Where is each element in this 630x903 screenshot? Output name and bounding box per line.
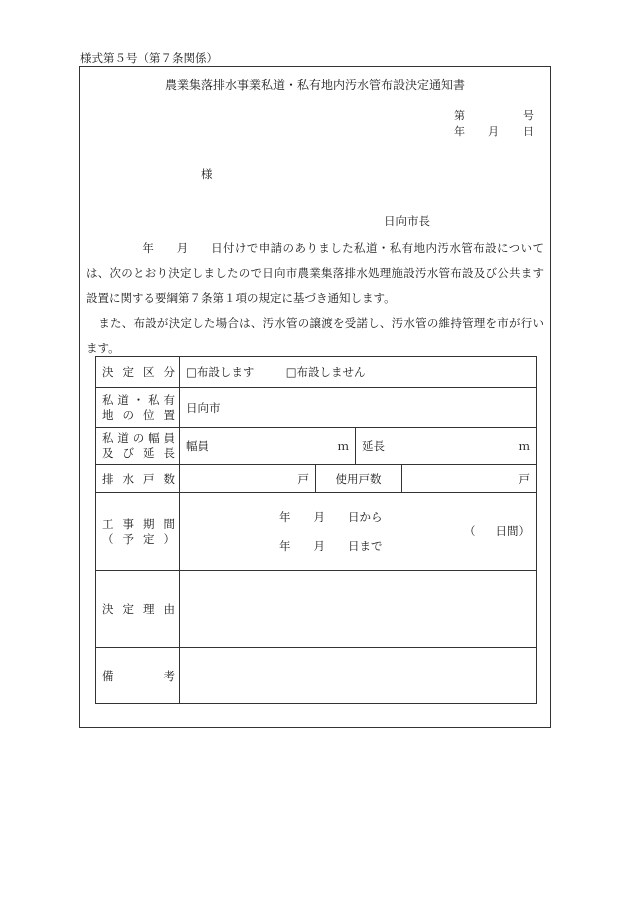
width-length-label-line2-char: 延 xyxy=(143,446,155,460)
households-label xyxy=(102,471,175,487)
doc-date-year: 年 xyxy=(454,125,465,138)
label-remarks xyxy=(96,648,180,704)
location-label-line2-char: 置 xyxy=(163,407,175,422)
period-label-line2 xyxy=(102,532,175,547)
doc-number-prefix: 第 xyxy=(454,109,465,122)
option-install[interactable]: □布設します xyxy=(186,365,255,379)
label-households xyxy=(96,465,180,493)
width-label: 幅員 xyxy=(186,439,209,453)
remarks-value xyxy=(180,648,537,704)
remarks-label-b: 考 xyxy=(163,668,175,683)
households-label-char: 水 xyxy=(122,471,134,486)
label-location xyxy=(96,388,180,428)
location-label-line2-char: 位 xyxy=(143,407,155,422)
location-label-line2 xyxy=(102,408,175,423)
row-households xyxy=(96,465,537,493)
body-paragraph-2-text: また、布設が決定した場合は、汚水管の譲渡を受諾し、汚水管の維持管理を市が行います。 xyxy=(86,316,544,355)
width-length-label-line1-char: 員 xyxy=(163,431,175,445)
decision-label-char: 決 xyxy=(102,365,114,379)
households-label-char: 排 xyxy=(102,471,114,486)
decision-label-char: 分 xyxy=(163,365,175,379)
length-unit: ｍ xyxy=(518,439,530,453)
body-paragraph-1-text: 日付けで申請のありました私道・私有地内汚水管布設については、次のとおり決定しましたので日向市農業集落排水処理施設汚水管布設及び公共ます設置に関する要綱第７条第１項の規定に基づき通知します。 xyxy=(86,241,544,305)
row-location xyxy=(96,388,537,428)
period-label-line2-char: 定 xyxy=(143,531,155,546)
length-cell xyxy=(356,428,537,465)
width-length-label-line2 xyxy=(102,446,175,461)
reason-value xyxy=(180,571,537,648)
reason-label-char: 定 xyxy=(122,602,134,616)
location-label-line1 xyxy=(102,393,175,408)
width-length-label-line2-char: 長 xyxy=(163,446,175,460)
period-from-day: 日から xyxy=(348,510,383,524)
body-paragraph-1 xyxy=(86,236,544,311)
used-households-unit: 戸 xyxy=(402,465,537,493)
period-label-line2-char: 予 xyxy=(122,531,134,546)
width-length-label-line1-char: 道 xyxy=(117,431,129,445)
label-period xyxy=(96,493,180,571)
decision-label xyxy=(102,364,175,380)
width-length-label-line1-char: 私 xyxy=(102,431,114,445)
document-title: 農業集落排水事業私道・私有地内汚水管布設決定通知書 xyxy=(164,78,465,92)
period-from-month: 月 xyxy=(313,510,325,524)
width-length-label-line1-char: 幅 xyxy=(148,431,160,445)
location-label-line1-char: 私 xyxy=(148,392,160,407)
form-number: 様式第５号（第７条関係） xyxy=(80,51,218,65)
issuer: 日向市長 xyxy=(384,214,430,228)
period-label-line2-char: （ xyxy=(102,531,114,546)
body-paragraph-2 xyxy=(86,311,544,361)
width-length-label-line1-char: の xyxy=(132,431,145,445)
row-period xyxy=(96,493,537,571)
reason-label-char: 理 xyxy=(143,602,155,616)
location-value: 日向市 xyxy=(180,388,537,428)
label-width-length xyxy=(96,428,180,465)
period-days-open: （ xyxy=(464,524,476,538)
households-label-char: 戸 xyxy=(143,471,155,486)
width-cell xyxy=(180,428,356,465)
period-label-line1-char: 期 xyxy=(143,516,155,531)
remarks-label-a: 備 xyxy=(102,668,114,683)
location-label-line1-char: 有 xyxy=(163,392,175,407)
period-label-line1-char: 間 xyxy=(163,516,175,531)
period-days-close: 日間） xyxy=(495,524,530,538)
period-to-month: 月 xyxy=(313,539,325,553)
location-label-line1-char: 道 xyxy=(117,392,129,407)
width-length-label-line2-char: 及 xyxy=(102,446,114,460)
period-to-day: 日まで xyxy=(348,539,383,553)
row-decision xyxy=(96,357,537,388)
row-width-length xyxy=(96,428,537,465)
length-label: 延長 xyxy=(362,439,385,453)
body-date-month: 月 xyxy=(176,241,189,255)
period-label-line2-char: ） xyxy=(163,531,175,546)
reason-label-char: 由 xyxy=(163,602,175,616)
doc-number-suffix: 号 xyxy=(523,109,534,122)
location-label-line1-char: ・ xyxy=(132,392,145,407)
addressee-suffix: 様 xyxy=(201,167,213,181)
option-not-install[interactable]: □布設しません xyxy=(285,365,366,379)
decision-table xyxy=(95,356,537,704)
period-cell xyxy=(180,493,537,571)
period-to-year: 年 xyxy=(279,539,291,553)
location-label-line1-char: 私 xyxy=(102,392,114,407)
doc-date-month: 月 xyxy=(488,125,499,138)
body-date-year: 年 xyxy=(142,241,155,255)
households-label-char: 数 xyxy=(163,471,175,486)
location-label-line2-char: 地 xyxy=(102,407,114,422)
period-label-line1 xyxy=(102,517,175,532)
decision-label-char: 定 xyxy=(122,365,134,379)
width-length-label-line1 xyxy=(102,431,175,446)
period-from-year: 年 xyxy=(279,510,291,524)
row-remarks xyxy=(96,648,537,704)
period-label-line1-char: 工 xyxy=(102,516,114,531)
label-reason xyxy=(96,571,180,648)
reason-label-char: 決 xyxy=(102,602,114,616)
label-decision xyxy=(96,357,180,388)
width-unit: ｍ xyxy=(337,439,349,453)
location-label-line2-char: の xyxy=(122,407,134,422)
width-length-label-line2-char: び xyxy=(122,446,134,460)
used-households-label: 使用戸数 xyxy=(316,465,402,493)
households-unit: 戸 xyxy=(180,465,316,493)
doc-date-day: 日 xyxy=(523,125,534,138)
decision-options xyxy=(180,357,537,388)
period-label-line1-char: 事 xyxy=(122,516,134,531)
reason-label xyxy=(102,601,175,617)
decision-label-char: 区 xyxy=(143,365,155,379)
row-reason xyxy=(96,571,537,648)
